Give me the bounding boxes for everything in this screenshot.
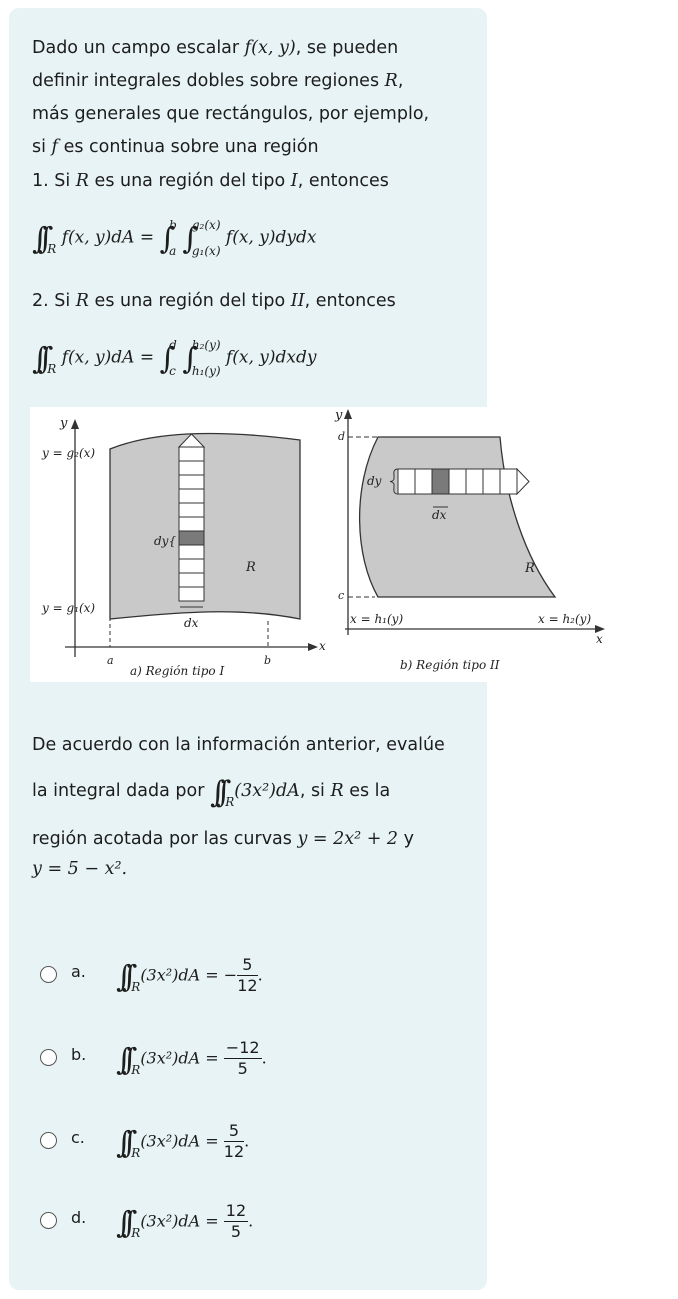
type-2-dy-label: dy (367, 474, 382, 488)
type-2-left-curve-label: x = h₁(y) (350, 612, 404, 626)
region-figure (30, 407, 632, 682)
type-1-x-axis-label: x (319, 639, 326, 653)
option-b-radio[interactable] (40, 1049, 57, 1066)
type-1-dy-label: dy{ (154, 534, 177, 548)
intro-line-3: más generales que rectángulos, por ejemplo, (32, 104, 430, 124)
option-c-formula: ∫∫ $_R$(3x²)dA = $\frac{5}{12}$ . (116, 1121, 250, 1161)
vertical-strip (179, 447, 204, 601)
type-2-d-label: d (338, 430, 346, 443)
case-2-formula: ∫∫ $_R$ f(x, y)dA = ∫ d c ∫ h₂(y) h₁(y) f(x, y)dxdy (32, 338, 317, 378)
type-2-y-axis-label: y (335, 408, 343, 423)
question-line-1: De acuerdo con la información anterior, evalúe (32, 735, 445, 755)
horizontal-strip (398, 469, 517, 494)
type-1-bottom-curve-label: y = g₁(x) (42, 601, 96, 615)
type-1-region-label: R (246, 560, 256, 575)
type-1-b-label: b (264, 654, 272, 667)
question-line-2: la integral dada por ∫∫ $_R$(3x²)dA, si R es la (32, 775, 391, 810)
intro-line-1: Dado un campo escalar f(x, y), se pueden (32, 38, 399, 58)
intro-line-2: definir integrales dobles sobre regiones R, (32, 71, 404, 91)
type-2-right-curve-label: x = h₂(y) (538, 612, 592, 626)
type-1-caption: a) Región tipo I (130, 664, 225, 678)
option-c-radio[interactable] (40, 1132, 57, 1149)
case-2-statement: 2. Si R es una región del tipo II, entonces (32, 291, 396, 311)
type-2-x-axis-label: x (596, 632, 603, 646)
option-b-letter: b. (71, 1045, 87, 1064)
type-2-caption: b) Región tipo II (400, 658, 500, 672)
question-line-4: y = 5 − x². (32, 859, 128, 879)
question-line-3: región acotada por las curvas y = 2x² + 2 y (32, 829, 414, 849)
case-1-statement: 1. Si R es una región del tipo I, entonces (32, 171, 389, 191)
case-1-formula: ∫∫ $_R$ f(x, y)dA = ∫ b a ∫ g₂(x) g₁(x) f(x, y)dydx (32, 218, 317, 258)
type-1-a-label: a (107, 654, 114, 667)
type-2-region-label: R (525, 561, 535, 576)
type-1-y-axis-label: y (60, 416, 68, 431)
type-1-region (110, 433, 300, 619)
option-d-letter: d. (71, 1208, 87, 1227)
type-2-diagram (334, 408, 605, 672)
option-b-formula: ∫∫ $_R$(3x²)dA = $\frac{-12}{5}$ . (116, 1038, 267, 1078)
option-a-formula: ∫∫ $_R$(3x²)dA = − $\frac{5}{12}$ . (116, 955, 263, 995)
type-2-dx-label: dx (432, 508, 447, 522)
type-1-dx-label: dx (184, 616, 199, 630)
option-a-letter: a. (71, 962, 86, 981)
option-d-formula: ∫∫ $_R$(3x²)dA = $\frac{12}{5}$ . (116, 1201, 254, 1241)
type-2-c-label: c (338, 589, 345, 602)
type-1-top-curve-label: y = g₂(x) (42, 446, 96, 460)
type-1-diagram (41, 416, 326, 678)
option-d-radio[interactable] (40, 1212, 57, 1229)
option-c-letter: c. (71, 1128, 85, 1147)
intro-line-4: si f es continua sobre una región (32, 137, 319, 157)
option-a-radio[interactable] (40, 966, 57, 983)
